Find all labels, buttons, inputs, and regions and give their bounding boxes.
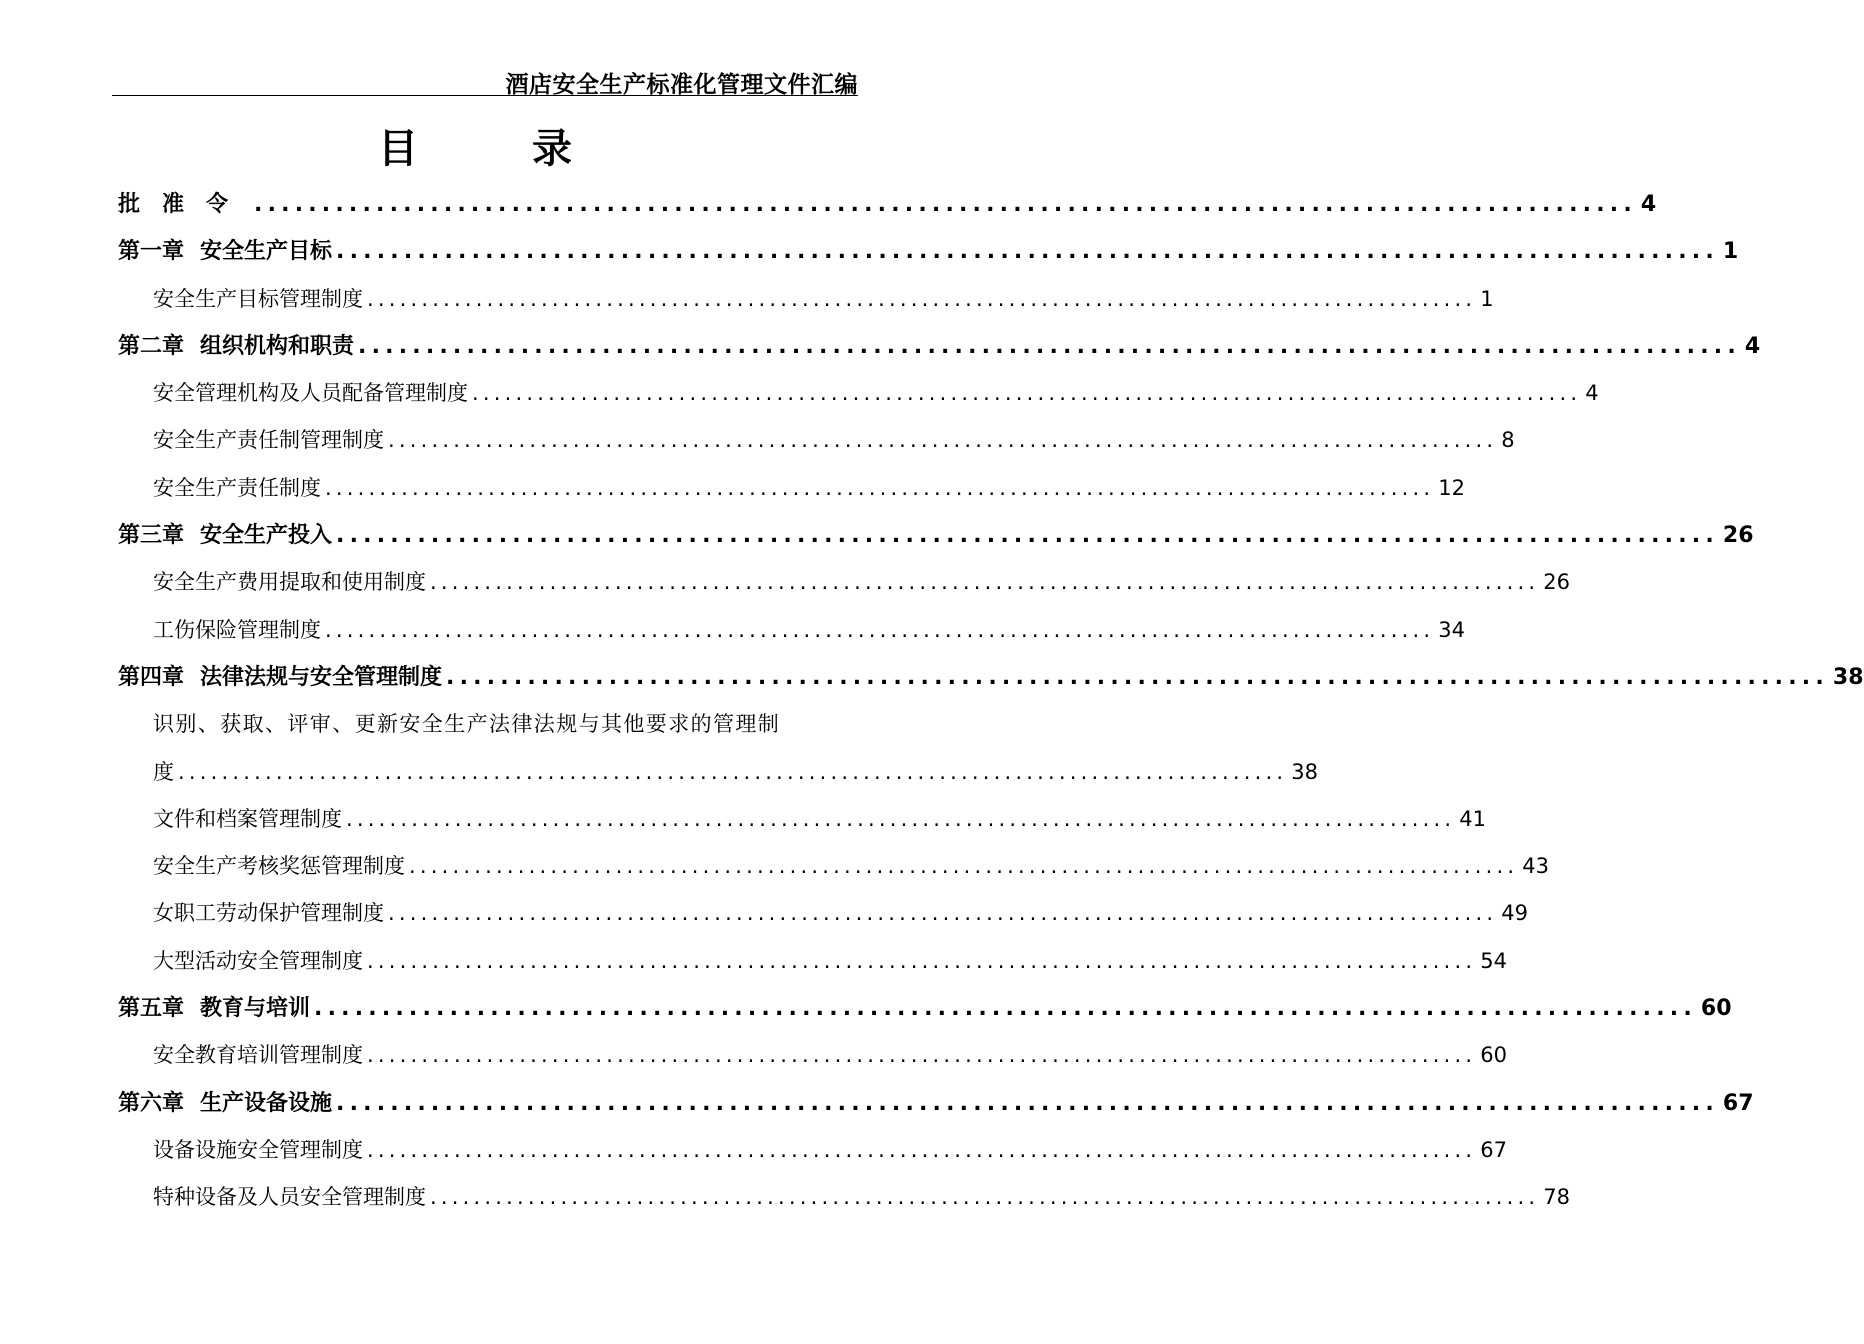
toc-page-number: 8 [1501,428,1515,453]
dot-leader: ...................................................................................................... [325,475,1435,500]
dot-leader: ...................................................................................................... [346,806,1456,831]
section-title: 工伤保险管理制度 [153,617,321,642]
dot-leader: ...................................................................................................... [336,523,1719,549]
chapter-number: 第二章 [118,333,185,359]
toc-chapter-2[interactable] [118,323,1761,370]
section-title: 文件和档案管理制度 [153,806,342,831]
toc-section[interactable] [118,1174,1571,1221]
toc-page-number: 41 [1459,806,1487,831]
toc-label: 批准令 [118,192,251,217]
toc-section-wrapped-line[interactable] [118,701,856,748]
chapter-title: 安全生产投入 [200,523,333,549]
dot-leader: ...................................................................................................... [388,901,1498,926]
section-title: 安全生产责任制度 [153,475,321,500]
chapter-title: 法律法规与安全管理制度 [200,664,443,690]
chapter-number: 第一章 [118,239,185,265]
dot-leader: ...................................................................................................... [430,1185,1540,1210]
dot-leader: ...................................................................................................... [367,1137,1477,1162]
toc-page-number: 34 [1438,617,1466,642]
toc-page-number: 54 [1480,948,1508,973]
chapter-number: 第四章 [118,664,185,690]
dot-leader: ...................................................................................................... [336,239,1719,265]
dot-leader: ...................................................................................................... [446,664,1829,690]
dot-leader: ...................................................................................................... [367,286,1477,311]
toc-chapter-4[interactable] [118,654,1864,701]
dot-leader: ...................................................................................................... [178,759,1288,784]
toc-page-number: 60 [1480,1043,1508,1068]
toc-section[interactable] [118,1127,1508,1174]
toc-entry-approval[interactable] [118,181,1657,228]
toc-section[interactable] [118,843,1550,890]
chapter-title: 组织机构和职责 [200,333,355,359]
toc-page-number: 4 [1640,192,1657,217]
section-title: 安全生产目标管理制度 [153,286,363,311]
dot-leader: ...................................................................................................... [254,192,1637,217]
chapter-number: 第五章 [118,996,185,1022]
toc-page-number: 67 [1480,1137,1508,1162]
dot-leader: ...................................................................................................... [388,428,1498,453]
section-title: 安全生产责任制管理制度 [153,428,384,453]
dot-leader: ...................................................................................................... [325,617,1435,642]
toc-chapter-3[interactable] [118,512,1754,559]
toc-page-number: 67 [1722,1090,1754,1116]
section-title: 安全管理机构及人员配备管理制度 [153,381,468,406]
section-title: 安全生产费用提取和使用制度 [153,570,426,595]
toc-page-number: 60 [1700,996,1732,1022]
section-title: 特种设备及人员安全管理制度 [153,1185,426,1210]
dot-leader: ...................................................................................................... [472,381,1582,406]
toc-section[interactable] [118,1032,1508,1079]
toc-chapter-5[interactable] [118,985,1732,1032]
section-title-line2: 度 [153,759,174,784]
toc-section[interactable] [118,607,1466,654]
table-of-contents [118,181,1864,1222]
section-title: 大型活动安全管理制度 [153,948,363,973]
dot-leader: ...................................................................................................... [409,854,1519,879]
toc-page-number: 38 [1291,759,1319,784]
dot-leader: ...................................................................................................... [358,333,1741,359]
section-title: 安全生产考核奖惩管理制度 [153,854,405,879]
toc-section[interactable] [118,370,1599,417]
toc-page-number: 4 [1585,381,1599,406]
toc-page-number: 1 [1722,239,1739,265]
chapter-title: 安全生产目标 [200,239,333,265]
section-title: 设备设施安全管理制度 [153,1137,363,1162]
chapter-title: 生产设备设施 [200,1090,333,1116]
toc-page-number: 38 [1832,664,1864,690]
section-title: 安全教育培训管理制度 [153,1043,363,1068]
toc-section[interactable] [118,465,1466,512]
toc-page-number: 1 [1480,286,1494,311]
dot-leader: ...................................................................................................... [430,570,1540,595]
section-title-line1: 识别、获取、评审、更新安全生产法律法规与其他要求的管理制 [153,712,781,737]
toc-section[interactable] [118,276,1494,323]
running-header [112,62,858,96]
dot-leader: ...................................................................................................... [314,996,1697,1022]
toc-chapter-6[interactable] [118,1080,1754,1127]
toc-section[interactable] [118,559,1571,606]
toc-page-number: 49 [1501,901,1529,926]
chapter-number: 第六章 [118,1090,185,1116]
toc-page-number: 12 [1438,475,1466,500]
toc-section[interactable] [118,796,1487,843]
header-title: 酒店安全生产标准化管理文件汇编 [505,72,858,98]
dot-leader: ...................................................................................................... [367,948,1477,973]
page-title: 目 录 [378,126,622,172]
toc-page-number: 4 [1744,333,1761,359]
toc-page-number: 26 [1543,570,1571,595]
dot-leader: ...................................................................................................... [367,1043,1477,1068]
toc-section[interactable] [118,417,1515,464]
toc-section[interactable] [118,890,1529,937]
toc-chapter-1[interactable] [118,228,1739,275]
dot-leader: ...................................................................................................... [336,1090,1719,1116]
toc-section[interactable] [118,749,1319,796]
chapter-title: 教育与培训 [200,996,311,1022]
section-title: 女职工劳动保护管理制度 [153,901,384,926]
toc-page-number: 26 [1722,523,1754,549]
toc-page-number: 43 [1522,854,1550,879]
chapter-number: 第三章 [118,523,185,549]
toc-page-number: 78 [1543,1185,1571,1210]
toc-section[interactable] [118,938,1508,985]
